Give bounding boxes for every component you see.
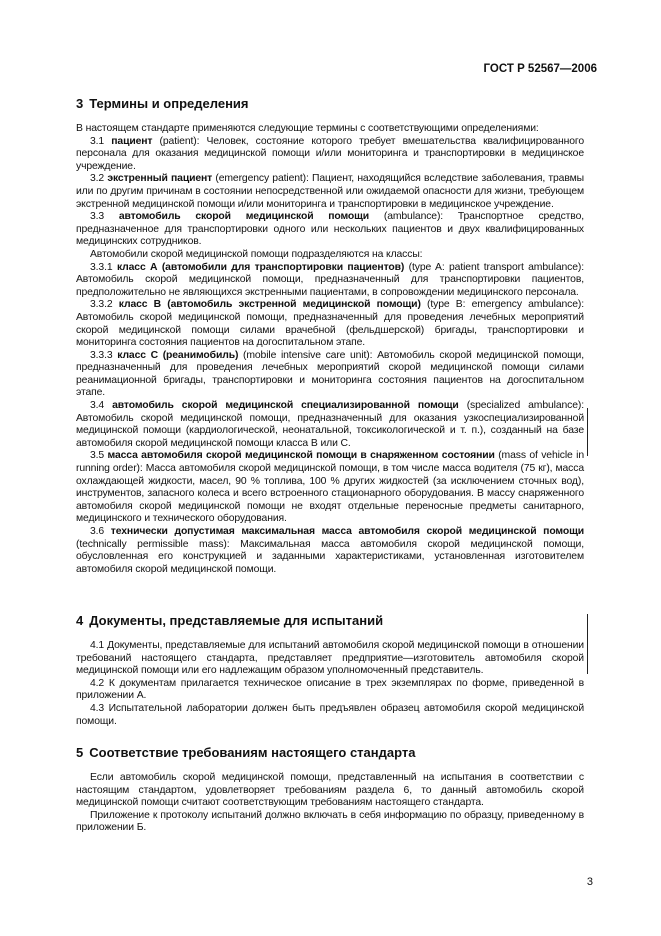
change-bar [587, 614, 588, 674]
section-3-body [76, 123, 584, 576]
document-id-header: ГОСТ Р 52567—2006 [483, 63, 597, 75]
term-3-4: 3.4 автомобиль скорой медицинской специализированной помощи (specialized ambulance): Автомобиль скорой медицинской помощи, предназначенный для оказания узкоспециализированной медицинской помощи (кардиологической, неонатальной, токсикологической и т. п.), созданный на базе автомобиля скорой медицинской помощи класса В или С. [76, 400, 584, 449]
section-title: Соответствие требованиям настоящего стандарта [89, 745, 416, 760]
term-3-6: 3.6 технически допустимая максимальная масса автомобиля скорой медицинской помощи (technically permissible mass): Максимальная масса автомобиля скорой медицинской помощи, обусловленная его конструкцией и заданными характеристиками, установленная изготовителем автомобиля скорой медицинской помощи. [76, 526, 584, 575]
term-3-3: 3.3 автомобиль скорой медицинской помощи (ambulance): Транспортное средство, предназначенное для транспортировки одного или нескольких пациентов и двух квалифицированных медицинских сотрудников. [76, 211, 584, 248]
paragraph: Автомобили скорой медицинской помощи подразделяются на классы: [90, 248, 423, 260]
section-4-heading [76, 613, 383, 628]
term-3-1: 3.1 пациент (patient): Человек, состояние которого требует вмешательства квалифицированного персонала для оказания медицинской помощи и/или мониторинга и транспортировки в медицинское учреждение. [76, 135, 584, 172]
term-3-3-3: 3.3.3 класс С (реанимобиль) (mobile intensive care unit): Автомобиль скорой медицинской помощи, предназначенный для проведения лечебных мероприятий скорой медицинской помощи силами реанимационной бригады, транспортировки и мониторинга состояния пациентов на догоспитальном этапе. [76, 349, 584, 399]
section-4-body [76, 640, 584, 728]
term-3-3-2: 3.3.2 класс В (автомобиль экстренной медицинской помощи) (type B: emergency ambulance): Автомобиль скорой медицинской помощи, предназначенный для проведения лечебных мероприятий скорой медицинской помощи силами врачебной (фельдшерской) бригады, транспортировки и мониторинга состояния пациентов на догоспитальном этапе. [76, 299, 584, 349]
section-title: Термины и определения [89, 96, 249, 111]
term-3-3-1: 3.3.1 класс А (автомобили для транспортировки пациентов) (type A: patient transport ambulance): Автомобиль скорой медицинской помощи, предназначенный для транспортировки пациентов, предположительно не являющихся экстренными пациентами, в сопровождении медицинского персонала. [76, 261, 584, 298]
term-3-5: 3.5 масса автомобиля скорой медицинской помощи в снаряженном состоянии (mass of vehicle in running order): Масса автомобиля скорой медицинской помощи, в том числе масса водителя (75 кг), масса охлаждающей жидкости, масел, 90 % топлива, 100 % других жидкостей (за исключением сточных вод), инструментов, запасного колеса и всего встроенного стационарного оборудования. В массу снаряженного автомобиля скорой медицинской помощи не входят отдельные переносные предметы санитарного, медицинского и технического оборудования. [76, 450, 585, 525]
clause-4-1: 4.1 Документы, представляемые для испытаний автомобиля скорой медицинской помощи в отношении требований настоящего стандарта, представляет предприятие—изготовитель автомобиля скорой медицинской помощи или его надлежащим образом уполномоченный представитель. [76, 640, 584, 677]
paragraph: Приложение к протоколу испытаний должно включать в себя информацию по образцу, приведенному в приложении Б. [76, 809, 584, 834]
term-3-2: 3.2 экстренный пациент (emergency patient): Пациент, находящийся вследствие заболевания, травмы или по другим причинам в состоянии непосредственной или ожидаемой опасности для жизни, требующем экстренной медицинской помощи и/или мониторинга и транспортировки в медицинское учреждение. [76, 173, 584, 210]
paragraph: В настоящем стандарте применяются следующие термины с соответствующими определениями: [76, 123, 539, 134]
section-5-body [76, 772, 584, 835]
section-number: 5 [76, 745, 84, 760]
section-title: Документы, представляемые для испытаний [89, 613, 384, 628]
page-number: 3 [586, 876, 593, 888]
paragraph: Если автомобиль скорой медицинской помощи, представленный на испытания в соответствии с настоящим стандартом, удовлетворяет требованиям раздела 6, то данный автомобиль скорой медицинской помощи считают соответствующим требованиям настоящего стандарта. [76, 772, 584, 809]
section-5-heading [76, 745, 415, 760]
clause-4-2: 4.2 К документам прилагается техническое описание в трех экземплярах по форме, приведенной в приложении А. [76, 677, 584, 702]
change-bar [587, 408, 588, 456]
section-number: 3 [76, 96, 84, 111]
section-number: 4 [76, 613, 84, 628]
section-3-heading [76, 96, 249, 111]
clause-4-3: 4.3 Испытательной лаборатории должен быть предъявлен образец автомобиля скорой медицинской помощи. [76, 702, 584, 727]
